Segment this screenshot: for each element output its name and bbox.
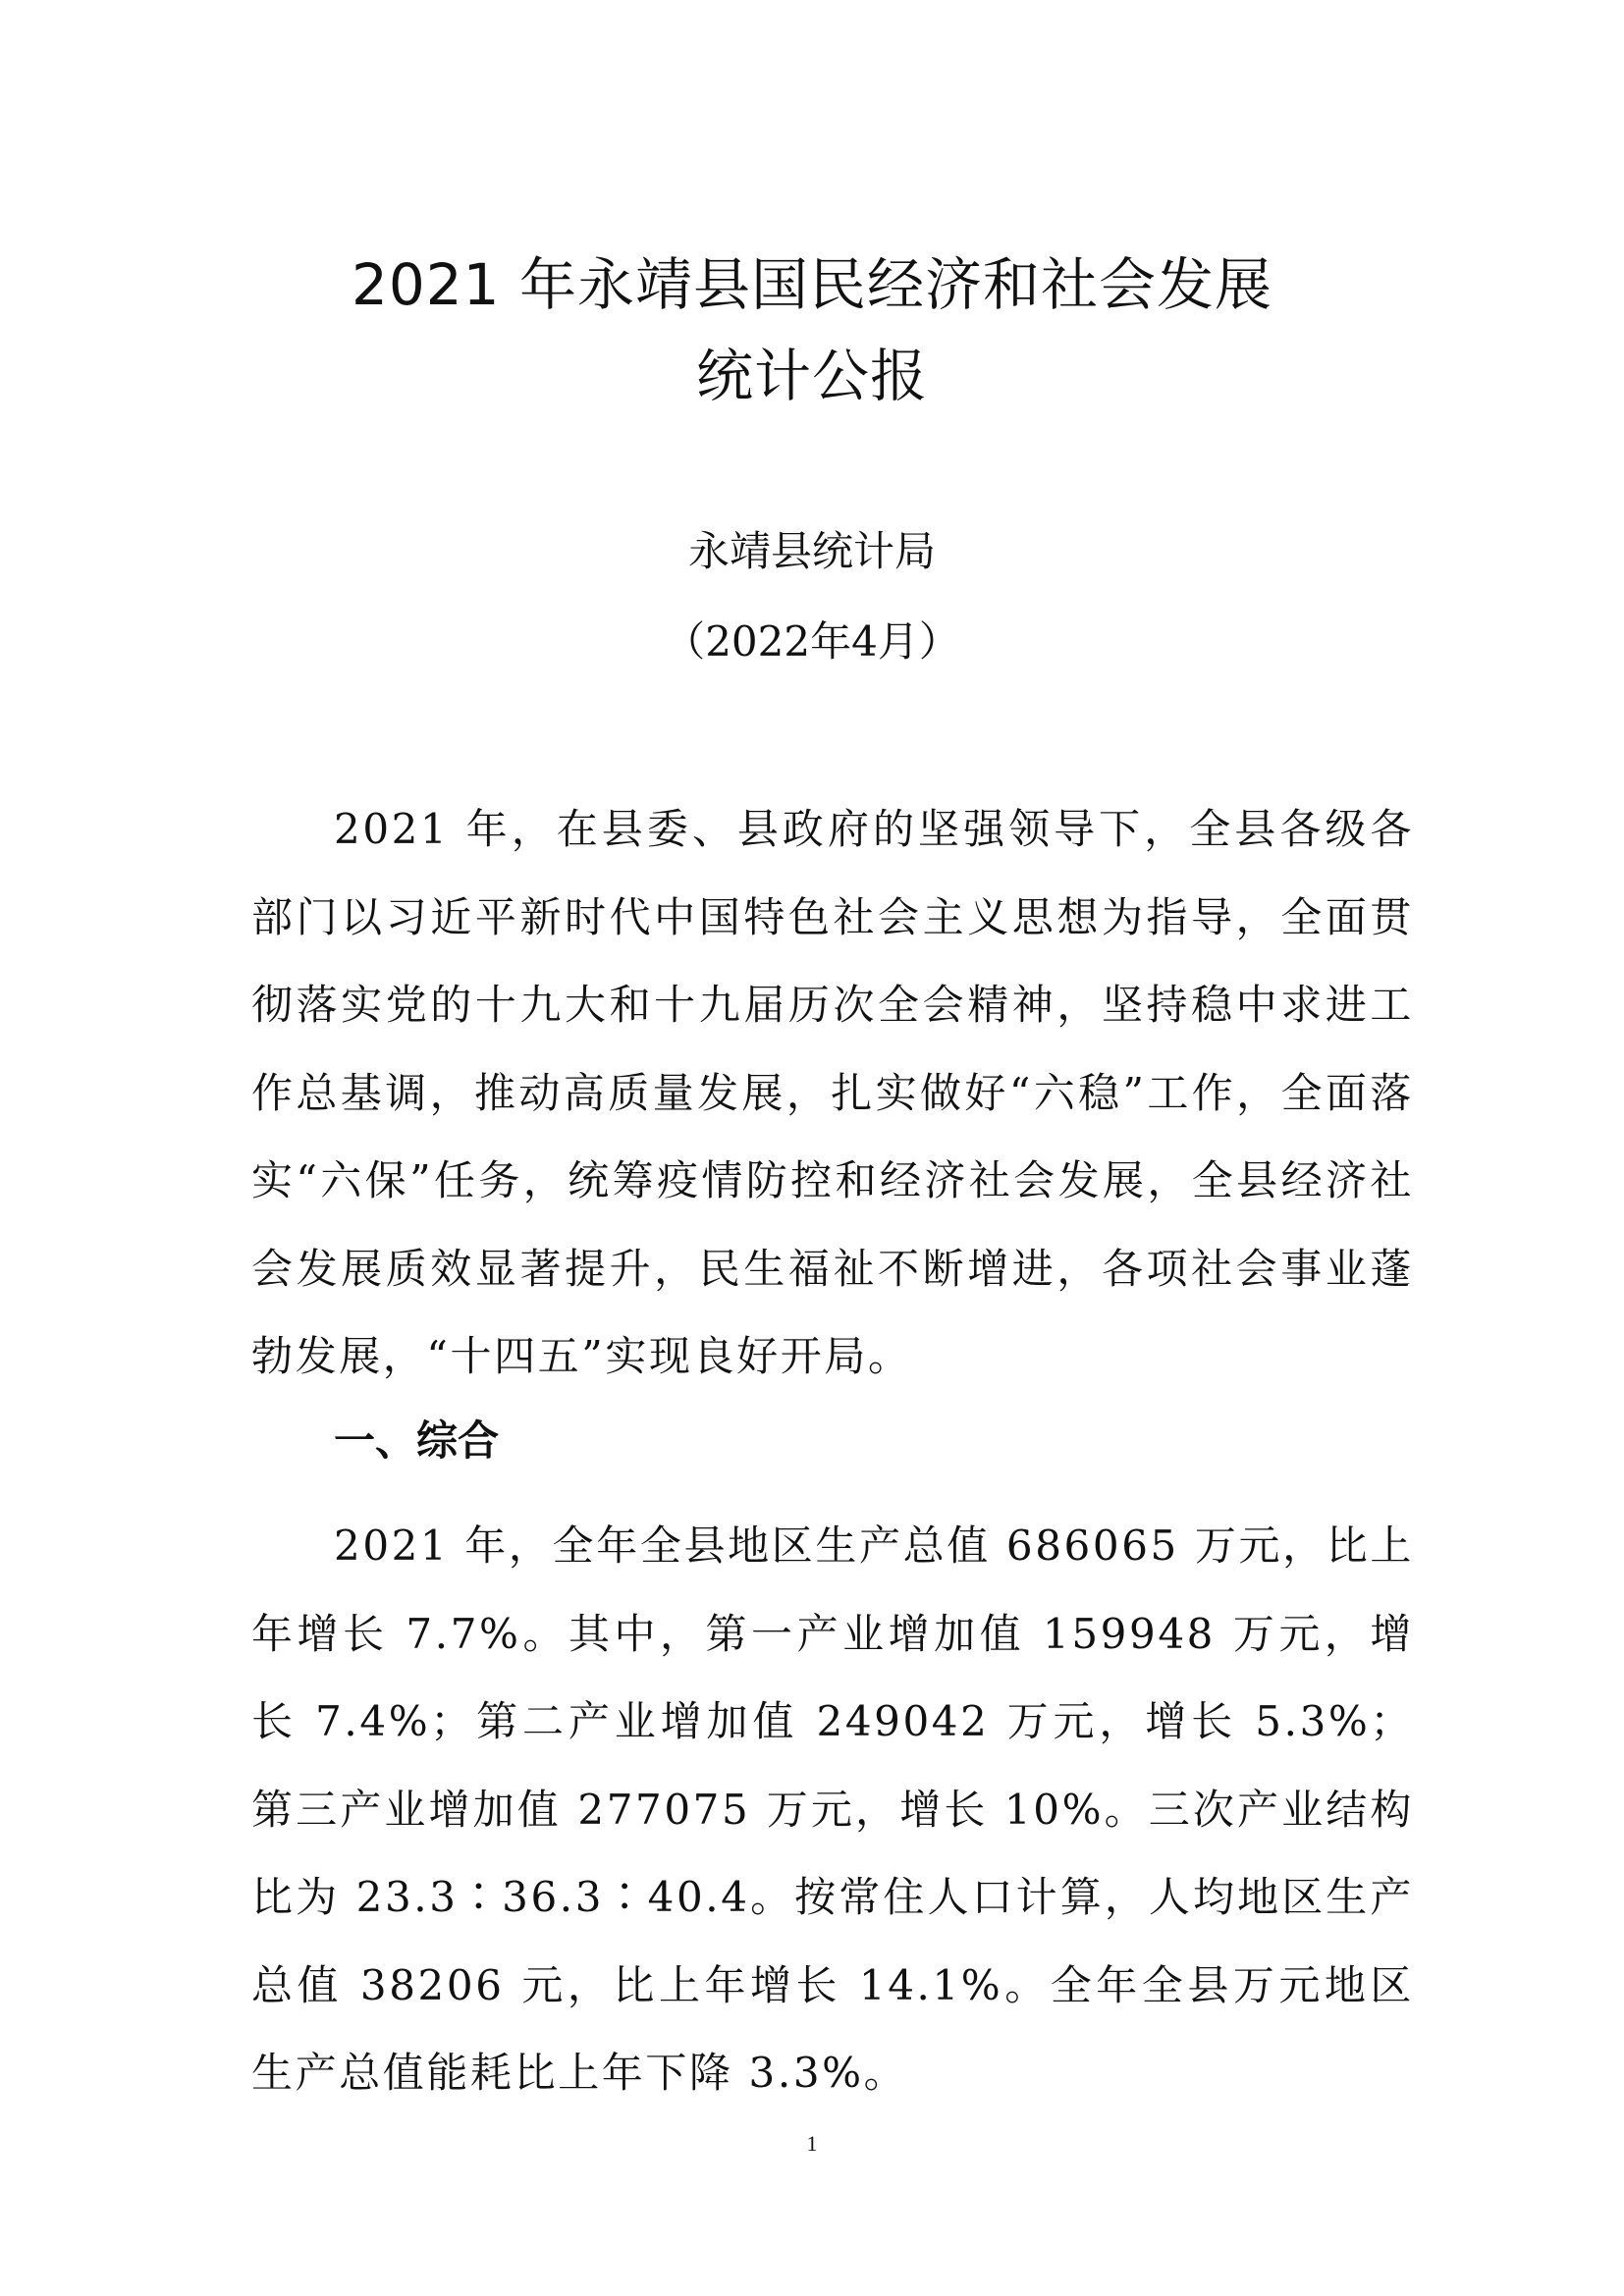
section-1-paragraph: 2021 年，全年全县地区生产总值 686065 万元，比上年增长 7.7%。其中，第一产业增加值 159948 万元，增长 7.4%；第二产业增加值 249042 万元，增长 5.3%；第三产业增加值 277075 万元，增长 10%。三次产业结构比为 23.3∶36.3∶40.4。按常住人口计算，人均地区生产总值 38206 元，比上年增长 14.1%。全年全县万元地区生产总值能耗比上年下降 3.3%。 bbox=[251, 1522, 1414, 2097]
document-title-line-2: 统计公报 bbox=[695, 343, 928, 409]
document-author: 永靖县统计局 bbox=[687, 527, 936, 575]
section-heading-comprehensive: 一、综合 bbox=[334, 1416, 500, 1465]
document-date: （2022年4月） bbox=[664, 617, 960, 666]
page-number: 1 bbox=[806, 2131, 818, 2156]
intro-paragraph: 2021 年，在县委、县政府的坚强领导下，全县各级各部门以习近平新时代中国特色社会主义思想为指导，全面贯彻落实党的十九大和十九届历次全会精神，坚持稳中求进工作总基调，推动高质量发展，扎实做好“六稳”工作，全面落实“六保”任务，统筹疫情防控和经济社会发展，全县经济社会发展质效显著提升，民生福祉不断增进，各项社会事业蓬勃发展，“十四五”实现良好开局。 bbox=[251, 805, 1414, 1380]
document-title-line-1: 2021 年永靖县国民经济和社会发展 bbox=[351, 251, 1273, 318]
